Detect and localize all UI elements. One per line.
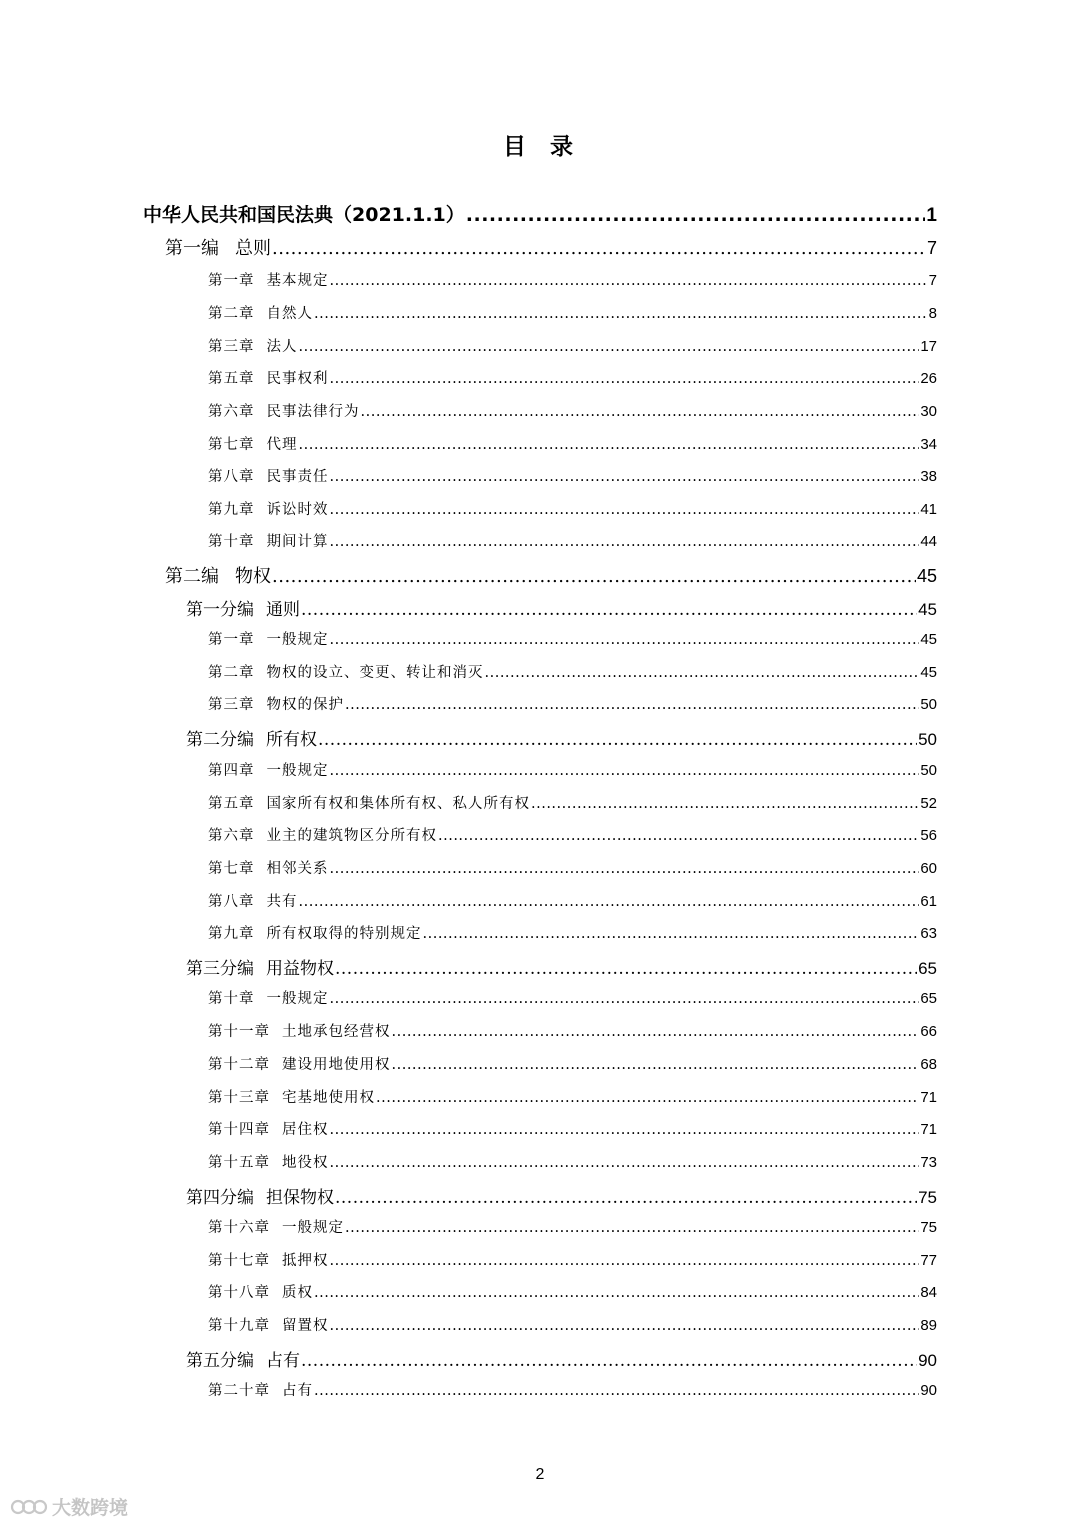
toc-entry[interactable] xyxy=(208,1249,937,1270)
toc-entry-number: 第十八章 xyxy=(208,1285,270,1301)
toc-dot-leader xyxy=(330,469,920,485)
toc-entry[interactable] xyxy=(208,269,937,290)
page-number: 2 xyxy=(535,1466,545,1483)
toc-entry-label xyxy=(186,1346,300,1371)
toc-entry-page: 50 xyxy=(920,696,937,713)
toc-entry-page: 7 xyxy=(926,238,937,258)
toc-entry-title: 居住权 xyxy=(282,1122,329,1138)
toc-dot-leader xyxy=(299,894,920,910)
toc-dot-leader xyxy=(330,371,920,387)
toc-dot-leader xyxy=(392,1057,920,1073)
toc-entry-title: 基本规定 xyxy=(266,273,329,289)
toc-entry-number: 第二章 xyxy=(208,306,255,322)
toc-entry-title: 担保物权 xyxy=(266,1188,334,1208)
toc-entry[interactable] xyxy=(208,1118,937,1139)
toc-entry[interactable] xyxy=(208,1314,937,1335)
toc-entry[interactable] xyxy=(208,759,937,780)
toc-dot-leader xyxy=(485,665,920,681)
toc-entry[interactable] xyxy=(208,1379,937,1400)
toc-entry[interactable] xyxy=(208,857,937,878)
toc-entry-title: 诉讼时效 xyxy=(266,502,329,518)
toc-entry-title: 占有 xyxy=(282,1383,313,1399)
title-char-1: 目 xyxy=(503,134,530,160)
toc-entry-page: 30 xyxy=(920,403,937,420)
toc-entry-page: 1 xyxy=(926,205,937,226)
toc-entry-title: 所有权 xyxy=(266,730,317,750)
toc-entry-label xyxy=(208,433,298,454)
toc-entry-title: 用益物权 xyxy=(266,959,334,979)
toc-entry-title: 总则 xyxy=(235,238,271,259)
toc-entry[interactable] xyxy=(208,890,937,911)
toc-entry-label xyxy=(208,1249,329,1270)
toc-entry-page: 26 xyxy=(920,370,937,387)
toc-entry[interactable] xyxy=(165,562,937,588)
toc-entry[interactable] xyxy=(208,530,937,551)
toc-entry-title: 建设用地使用权 xyxy=(282,1057,391,1073)
toc-entry-page: 71 xyxy=(920,1121,937,1138)
toc-dot-leader xyxy=(531,796,919,812)
toc-entry-title: 业主的建筑物区分所有权 xyxy=(266,828,437,844)
toc-dot-leader xyxy=(330,1155,920,1171)
toc-entry-title: 物权的保护 xyxy=(266,697,344,713)
toc-entry-label xyxy=(208,922,422,943)
toc-entry-page: 50 xyxy=(918,730,937,749)
toc-entry-number: 第十一章 xyxy=(208,1024,270,1040)
toc-entry-label xyxy=(208,693,344,714)
toc-dot-leader xyxy=(272,238,926,259)
watermark-text: 大数跨境 xyxy=(52,1497,129,1519)
toc-entry-label xyxy=(208,628,329,649)
toc-entry-label xyxy=(208,890,298,911)
toc-entry-title: 土地承包经营权 xyxy=(282,1024,391,1040)
toc-entry[interactable] xyxy=(208,400,937,421)
toc-entry-label xyxy=(208,759,329,780)
toc-entry-label xyxy=(208,1379,313,1400)
toc-entry[interactable] xyxy=(208,1151,937,1172)
toc-entry-title: 一般规定 xyxy=(266,763,329,779)
toc-entry-title: 物权的设立、变更、转让和消灭 xyxy=(266,665,484,681)
toc-entry-label xyxy=(208,269,329,290)
toc-entry[interactable] xyxy=(208,1086,937,1107)
toc-entry-label xyxy=(208,661,484,682)
toc-entry-number: 第三章 xyxy=(208,339,255,355)
toc-entry[interactable] xyxy=(208,1216,937,1237)
toc-entry-page: 34 xyxy=(920,436,937,453)
toc-entry[interactable] xyxy=(208,498,937,519)
toc-entry-number: 第三章 xyxy=(208,697,255,713)
toc-entry-label: 中华人民共和国民法典（2021.1.1） xyxy=(143,204,465,226)
toc-entry-page: 71 xyxy=(920,1089,937,1106)
toc-dot-leader xyxy=(335,959,917,979)
toc-dot-leader xyxy=(314,1285,919,1301)
toc-entry-number: 第二十章 xyxy=(208,1383,270,1399)
toc-entry[interactable] xyxy=(186,954,937,979)
toc-entry[interactable] xyxy=(186,725,937,750)
toc-entry-page: 45 xyxy=(916,566,937,586)
toc-entry-number: 第七章 xyxy=(208,861,255,877)
toc-entry-number: 第一章 xyxy=(208,632,255,648)
toc-dot-leader xyxy=(330,861,920,877)
toc-entry-title: 一般规定 xyxy=(266,632,329,648)
toc-entry[interactable] xyxy=(143,200,937,227)
toc-entry-page: 45 xyxy=(920,631,937,648)
toc-entry-page: 77 xyxy=(920,1252,937,1269)
toc-entry-label xyxy=(208,1086,375,1107)
toc-entry-number: 第六章 xyxy=(208,828,255,844)
toc-dot-leader xyxy=(345,1220,919,1236)
toc-entry-label xyxy=(208,987,329,1008)
toc-entry-page: 65 xyxy=(920,990,937,1007)
toc-entry-page: 60 xyxy=(920,860,937,877)
toc-dot-leader xyxy=(301,1351,917,1371)
toc-entry-title: 民事法律行为 xyxy=(266,404,360,420)
toc-entry-title: 宅基地使用权 xyxy=(282,1090,375,1106)
toc-entry-number: 第二编 xyxy=(165,566,219,587)
toc-dot-leader xyxy=(272,566,916,587)
toc-entry-label xyxy=(208,1151,329,1172)
toc-entry-page: 52 xyxy=(920,795,937,812)
watermark xyxy=(10,1493,128,1520)
toc-entry-number: 第十四章 xyxy=(208,1122,270,1138)
toc-entry-number: 第一分编 xyxy=(186,600,254,620)
toc-entry-page: 84 xyxy=(920,1284,937,1301)
toc-entry-page: 63 xyxy=(920,925,937,942)
toc-entry-title: 民事权利 xyxy=(266,371,329,387)
toc-entry[interactable] xyxy=(186,1346,937,1371)
toc-entry[interactable] xyxy=(208,433,937,454)
toc-entry-page: 90 xyxy=(920,1382,937,1399)
toc-entry-number: 第五章 xyxy=(208,371,255,387)
toc-dot-leader xyxy=(330,1253,920,1269)
toc-entry-number: 第六章 xyxy=(208,404,255,420)
toc-entry-title: 共有 xyxy=(266,894,298,910)
toc-dot-leader xyxy=(301,600,917,620)
toc-entry-title: 法人 xyxy=(266,339,298,355)
toc-entry-label xyxy=(208,1020,391,1041)
toc-entry-page: 44 xyxy=(920,533,937,550)
toc-entry-number: 第十二章 xyxy=(208,1057,270,1073)
toc-entry-label xyxy=(208,498,329,519)
toc-entry-number: 第八章 xyxy=(208,894,255,910)
toc-entry-title: 物权 xyxy=(235,566,271,587)
toc-entry-number: 第十五章 xyxy=(208,1155,270,1171)
toc-entry-page: 45 xyxy=(918,600,937,619)
toc-dot-leader xyxy=(318,730,917,750)
toc-dot-leader xyxy=(330,534,920,550)
toc-entry-label xyxy=(208,1118,329,1139)
toc-dot-leader xyxy=(330,763,920,779)
title-char-2: 录 xyxy=(550,134,577,160)
toc-entry-title: 通则 xyxy=(266,600,300,620)
toc-entry[interactable] xyxy=(208,824,937,845)
toc-dot-leader xyxy=(330,1318,920,1334)
toc-entry[interactable] xyxy=(208,792,937,813)
toc-entry-label xyxy=(186,595,300,620)
toc-entry-label xyxy=(208,1314,329,1335)
toc-entry[interactable] xyxy=(208,302,937,323)
toc-entry-title: 留置权 xyxy=(282,1318,329,1334)
toc-entry-label xyxy=(165,234,271,260)
toc-entry-title: 代理 xyxy=(266,437,298,453)
toc-entry-number: 第一编 xyxy=(165,238,219,259)
toc-entry[interactable] xyxy=(208,661,937,682)
toc-entry-page: 89 xyxy=(920,1317,937,1334)
toc-entry-number: 第二章 xyxy=(208,665,255,681)
toc-dot-leader xyxy=(330,991,920,1007)
toc-entry-title: 一般规定 xyxy=(282,1220,344,1236)
page-title xyxy=(0,128,1080,161)
toc-entry-number: 第十章 xyxy=(208,534,255,550)
toc-entry[interactable] xyxy=(208,335,937,356)
toc-entry[interactable] xyxy=(208,693,937,714)
toc-entry-label xyxy=(208,824,437,845)
toc-dot-leader xyxy=(314,306,928,322)
toc-entry-number: 第九章 xyxy=(208,926,255,942)
toc-entry-title: 占有 xyxy=(266,1351,300,1371)
toc-entry-title: 国家所有权和集体所有权、私人所有权 xyxy=(266,796,530,812)
toc-entry[interactable] xyxy=(208,1281,937,1302)
toc-entry-title: 质权 xyxy=(282,1285,313,1301)
toc-dot-leader xyxy=(330,273,928,289)
toc-dot-leader xyxy=(299,339,920,355)
toc-entry-page: 68 xyxy=(920,1056,937,1073)
toc-entry-number: 第一章 xyxy=(208,273,255,289)
toc-entry-number: 第五分编 xyxy=(186,1351,254,1371)
toc-entry-title: 期间计算 xyxy=(266,534,329,550)
toc-dot-leader xyxy=(335,1188,917,1208)
toc-entry-page: 56 xyxy=(920,827,937,844)
toc-entry-page: 61 xyxy=(920,893,937,910)
toc-entry-number: 第九章 xyxy=(208,502,255,518)
toc-dot-leader xyxy=(314,1383,919,1399)
toc-dot-leader xyxy=(299,437,920,453)
toc-entry-label xyxy=(208,1281,313,1302)
toc-entry-page: 7 xyxy=(928,272,937,289)
toc-entry[interactable] xyxy=(208,628,937,649)
toc-entry-title: 相邻关系 xyxy=(266,861,329,877)
toc-dot-leader xyxy=(361,404,920,420)
watermark-logo-icon xyxy=(10,1496,48,1518)
toc-entry-page: 66 xyxy=(920,1023,937,1040)
toc-entry[interactable] xyxy=(208,367,937,388)
toc-entry-label xyxy=(186,725,317,750)
toc-entry[interactable] xyxy=(208,987,937,1008)
toc-entry-label xyxy=(208,367,329,388)
toc-entry-number: 第三分编 xyxy=(186,959,254,979)
toc-entry-label xyxy=(208,400,360,421)
toc-entry-page: 17 xyxy=(920,338,937,355)
toc-entry-page: 38 xyxy=(920,468,937,485)
toc-entry[interactable] xyxy=(186,595,937,620)
toc-dot-leader xyxy=(392,1024,920,1040)
toc-dot-leader xyxy=(345,697,919,713)
toc-dot-leader xyxy=(423,926,920,942)
toc-dot-leader xyxy=(330,502,920,518)
toc-entry-page: 75 xyxy=(920,1219,937,1236)
toc-dot-leader xyxy=(376,1090,919,1106)
toc-entry-number: 第十章 xyxy=(208,991,255,1007)
toc-entry-label xyxy=(208,792,530,813)
toc-entry-label xyxy=(186,954,334,979)
toc-entry-title: 地役权 xyxy=(282,1155,329,1171)
toc-entry-page: 8 xyxy=(928,305,937,322)
toc-entry[interactable] xyxy=(208,1053,937,1074)
toc-entry-label xyxy=(165,562,271,588)
toc-entry-number: 第二分编 xyxy=(186,730,254,750)
toc-dot-leader xyxy=(330,632,920,648)
toc-entry-label xyxy=(186,1183,334,1208)
toc-entry-title: 一般规定 xyxy=(266,991,329,1007)
toc-dot-leader xyxy=(438,828,919,844)
toc-entry-label xyxy=(208,335,298,356)
toc-entry-number: 第十九章 xyxy=(208,1318,270,1334)
toc-entry-label xyxy=(208,857,329,878)
toc-entry-number: 第四章 xyxy=(208,763,255,779)
toc-entry-page: 73 xyxy=(920,1154,937,1171)
toc-entry-number: 第五章 xyxy=(208,796,255,812)
toc-entry-number: 第十三章 xyxy=(208,1090,270,1106)
toc-entry-page: 50 xyxy=(920,762,937,779)
toc-entry-number: 第十六章 xyxy=(208,1220,270,1236)
toc-dot-leader xyxy=(330,1122,920,1138)
toc-entry-page: 41 xyxy=(920,501,937,518)
toc-entry[interactable] xyxy=(165,234,937,260)
toc-entry[interactable] xyxy=(208,922,937,943)
toc-entry-label xyxy=(208,465,329,486)
toc-entry-page: 45 xyxy=(920,664,937,681)
toc-entry-title: 自然人 xyxy=(266,306,313,322)
toc-entry-number: 第十七章 xyxy=(208,1253,270,1269)
toc-entry-label xyxy=(208,1053,391,1074)
toc-entry-number: 第七章 xyxy=(208,437,255,453)
toc-entry[interactable] xyxy=(208,1020,937,1041)
toc-entry-number: 第四分编 xyxy=(186,1188,254,1208)
toc-dot-leader xyxy=(466,204,926,226)
toc-entry-page: 65 xyxy=(918,959,937,978)
toc-entry-page: 75 xyxy=(918,1188,937,1207)
toc-entry-label xyxy=(208,302,313,323)
toc-entry-number: 第八章 xyxy=(208,469,255,485)
toc-entry-page: 90 xyxy=(918,1351,937,1370)
toc-entry-title: 所有权取得的特别规定 xyxy=(266,926,422,942)
toc-entry-label xyxy=(208,1216,344,1237)
toc-entry-label xyxy=(208,530,329,551)
toc-entry[interactable] xyxy=(208,465,937,486)
toc-entry-title: 抵押权 xyxy=(282,1253,329,1269)
toc-entry[interactable] xyxy=(186,1183,937,1208)
toc-entry-title: 民事责任 xyxy=(266,469,329,485)
